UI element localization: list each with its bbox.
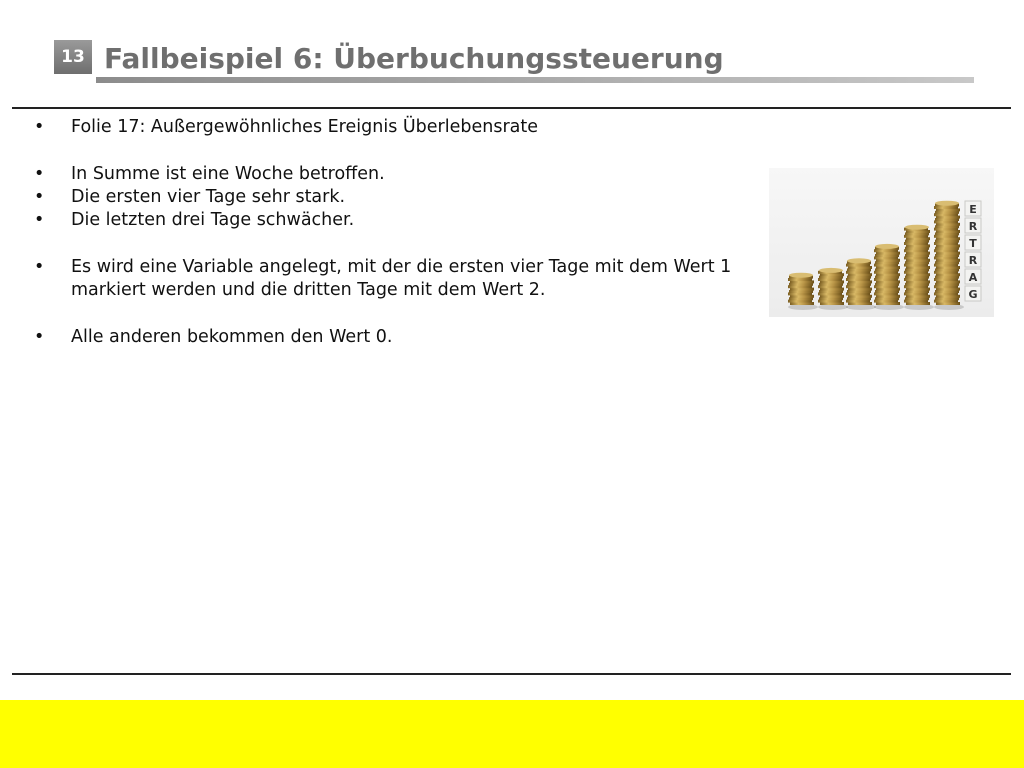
page-title: Fallbeispiel 6: Überbuchungssteuerung bbox=[104, 42, 724, 75]
bullet-text: Die ersten vier Tage sehr stark. bbox=[71, 187, 346, 207]
coin-stack bbox=[788, 273, 818, 310]
bullet-dot: • bbox=[34, 117, 45, 137]
coin-stack bbox=[846, 258, 876, 310]
coin-stack bbox=[934, 201, 964, 310]
svg-text:R: R bbox=[968, 254, 978, 267]
coin-stack bbox=[818, 268, 848, 310]
bullet-text: Es wird eine Variable angelegt, mit der die ersten vier Tage mit dem Wert 1 markiert werden und die dritten Tage mit dem Wert 2. bbox=[71, 257, 732, 300]
letter-block bbox=[965, 218, 981, 233]
list-item bbox=[34, 209, 764, 232]
bullet-dot: • bbox=[34, 327, 45, 347]
coin-stack bbox=[904, 225, 934, 310]
letter-block bbox=[965, 252, 981, 267]
bullet-text: Folie 17: Außergewöhnliches Ereignis Überlebensrate bbox=[71, 117, 539, 137]
slide-number-badge bbox=[54, 40, 92, 74]
bottom-divider bbox=[12, 673, 1011, 675]
svg-text:A: A bbox=[968, 271, 978, 284]
bullet-dot: • bbox=[34, 187, 45, 207]
coin-stacks bbox=[788, 201, 964, 310]
svg-text:G: G bbox=[968, 288, 978, 301]
slide-number: 13 bbox=[61, 47, 85, 67]
svg-text:E: E bbox=[969, 203, 977, 216]
list-item bbox=[34, 163, 764, 186]
coin-stacks-image bbox=[769, 168, 994, 317]
title-underline bbox=[96, 77, 974, 83]
footer-bar bbox=[0, 700, 1024, 768]
bullet-dot: • bbox=[34, 164, 45, 184]
bullet-text: Die letzten drei Tage schwächer. bbox=[71, 210, 355, 230]
coin-stack bbox=[874, 244, 904, 310]
bullet-text: Alle anderen bekommen den Wert 0. bbox=[71, 327, 393, 347]
letter-block bbox=[965, 201, 981, 216]
bullet-dot: • bbox=[34, 210, 45, 230]
ertrag-blocks bbox=[965, 201, 981, 301]
list-item bbox=[34, 256, 764, 302]
letter-block bbox=[965, 286, 981, 301]
svg-text:T: T bbox=[969, 237, 977, 250]
bullet-text: In Summe ist eine Woche betroffen. bbox=[71, 164, 385, 184]
list-item bbox=[34, 116, 764, 139]
letter-block bbox=[965, 269, 981, 284]
bullet-list bbox=[34, 116, 764, 349]
list-item bbox=[34, 326, 764, 349]
svg-text:R: R bbox=[968, 220, 978, 233]
bullet-dot: • bbox=[34, 257, 45, 277]
list-item bbox=[34, 186, 764, 209]
top-divider bbox=[12, 107, 1011, 109]
letter-block bbox=[965, 235, 981, 250]
coin-stacks-illustration bbox=[769, 168, 994, 317]
